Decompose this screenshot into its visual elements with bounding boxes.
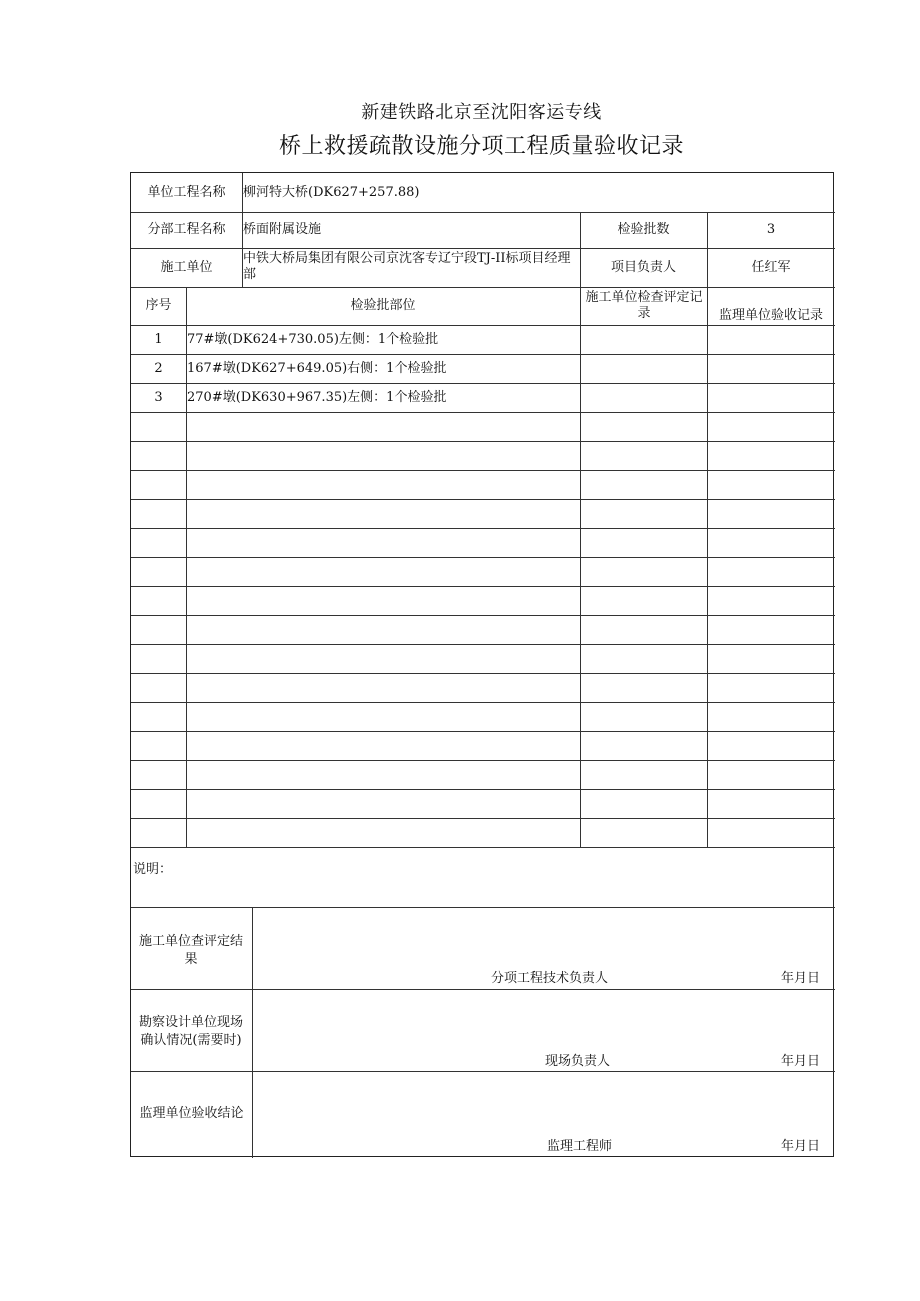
grid-line: [131, 412, 835, 413]
row-location: 77#墩(DK624+730.05)左侧：1个检验批: [187, 332, 439, 347]
notes-label: 说明：: [133, 862, 173, 877]
grid-line: [131, 248, 835, 249]
grid-line: [252, 907, 253, 1158]
column-header-no: 序号: [145, 298, 172, 313]
contractor-result-label: 施工单位查评定结果: [138, 934, 243, 967]
grid-line: [131, 212, 835, 213]
grid-line: [131, 287, 835, 288]
grid-line: [131, 731, 835, 732]
grid-line: [131, 702, 835, 703]
supervisor-conclusion-label: 监理单位验收结论: [139, 1106, 244, 1121]
grid-line: [131, 441, 835, 442]
row-location: 167#墩(DK627+649.05)右侧：1个检验批: [187, 361, 447, 376]
grid-line: [131, 907, 835, 908]
unit-project-value: 柳河特大桥(DK627+257.88): [243, 185, 420, 200]
document-subtitle: 新建铁路北京至沈阳客运专线: [361, 102, 602, 123]
grid-line: [131, 615, 835, 616]
row-location: 270#墩(DK630+967.35)左侧：1个检验批: [187, 390, 447, 405]
column-header-supervisor-record: 监理单位验收记录: [718, 308, 823, 323]
batch-count-label: 检验批数: [617, 222, 670, 237]
row-number: 1: [154, 332, 163, 347]
grid-line: [131, 557, 835, 558]
sub-project-value: 桥面附属设施: [243, 222, 322, 237]
contractor-label: 施工单位: [160, 260, 213, 275]
grid-line: [131, 586, 835, 587]
manager-label: 项目负责人: [610, 260, 676, 275]
contractor-value: 中铁大桥局集团有限公司京沈客专辽宁段TJ-II标项目经理部: [243, 251, 571, 282]
grid-line: [131, 760, 835, 761]
grid-line: [131, 354, 835, 355]
grid-line: [131, 499, 835, 500]
sub-project-label: 分部工程名称: [147, 222, 226, 237]
supervisor-date-label: 年月日: [781, 1139, 821, 1154]
contractor-date-label: 年月日: [781, 971, 821, 986]
grid-line: [131, 528, 835, 529]
acceptance-record-table: [130, 172, 834, 1157]
grid-line: [131, 673, 835, 674]
supervisor-signer-label: 监理工程师: [547, 1139, 613, 1154]
batch-count-value: 3: [766, 222, 776, 237]
grid-line: [131, 1071, 835, 1072]
grid-line: [131, 789, 835, 790]
manager-value: 任红军: [751, 260, 791, 275]
grid-line: [131, 847, 835, 848]
grid-line: [131, 818, 835, 819]
survey-date-label: 年月日: [781, 1054, 821, 1069]
survey-confirm-label: 勘察设计单位现场确认情况(需要时): [138, 1015, 243, 1048]
column-header-location: 检验批部位: [350, 298, 416, 313]
grid-line: [131, 470, 835, 471]
row-number: 3: [154, 390, 163, 405]
grid-line: [131, 989, 835, 990]
grid-line: [580, 212, 581, 847]
document-title: 桥上救援疏散设施分项工程质量验收记录: [278, 134, 684, 159]
grid-line: [131, 325, 835, 326]
column-header-contractor-record: 施工单位检查评定记录: [585, 290, 703, 321]
grid-line: [131, 383, 835, 384]
contractor-signer-label: 分项工程技术负责人: [491, 971, 609, 986]
grid-line: [131, 644, 835, 645]
unit-project-label: 单位工程名称: [147, 185, 226, 200]
row-number: 2: [154, 361, 163, 376]
survey-signer-label: 现场负责人: [545, 1054, 611, 1069]
